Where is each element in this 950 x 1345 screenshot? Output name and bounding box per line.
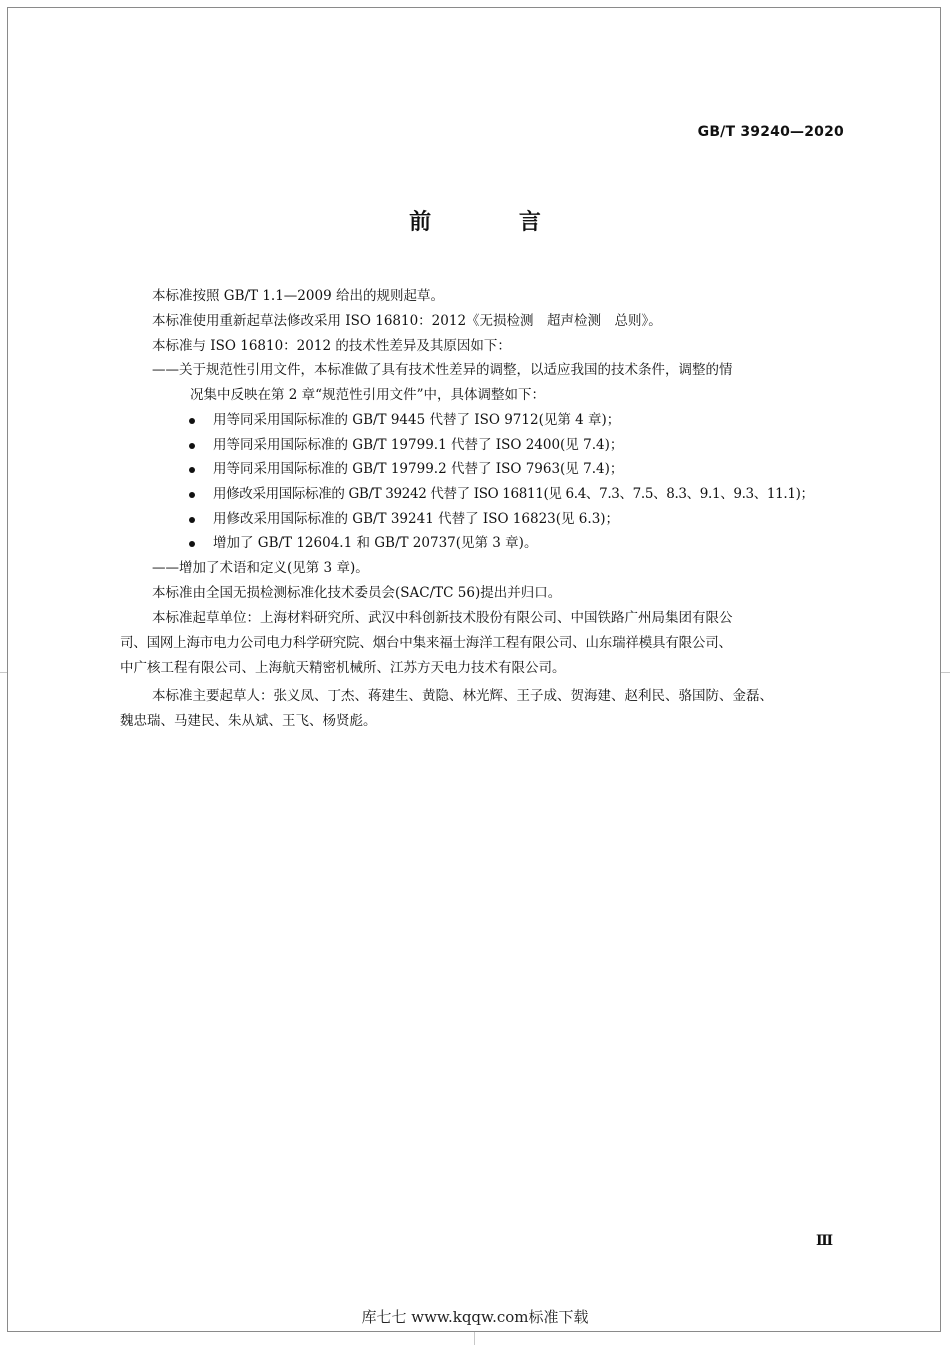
paragraph-drafting-units-end: 中广核工程有限公司、上海航天精密机械所、江苏方天电力技术有限公司。 bbox=[120, 660, 566, 676]
diff-item-normative-references-cont: 况集中反映在第 2 章“规范性引用文件”中，具体调整如下： bbox=[190, 387, 545, 403]
standard-code: GB/T 39240—2020 bbox=[697, 124, 844, 140]
paragraph-drafting-units-cont: 司、国网上海市电力公司电力科学研究院、烟台中集来福士海洋工程有限公司、山东瑞祥模具有限公司、 bbox=[120, 635, 732, 651]
paragraph-drafters-cont: 魏忠瑞、马建民、朱从斌、王飞、杨贤彪。 bbox=[120, 713, 377, 729]
list-item-text: 用等同采用国际标准的 GB/T 9445 代替了 ISO 9712(见第 4 章)； bbox=[213, 412, 621, 428]
bullet-icon bbox=[189, 443, 195, 449]
bullet-icon bbox=[189, 541, 195, 547]
paragraph-committee: 本标准由全国无损检测标准化技术委员会(SAC/TC 56)提出并归口。 bbox=[152, 585, 562, 601]
paragraph-drafters: 本标准主要起草人：张义凤、丁杰、蒋建生、黄隐、林光辉、王子成、贺海建、赵利民、骆国防、金磊、 bbox=[152, 688, 773, 704]
crop-mark-left bbox=[0, 672, 7, 673]
list-item-text: 用等同采用国际标准的 GB/T 19799.2 代替了 ISO 7963(见 7.4)； bbox=[213, 461, 624, 477]
bullet-icon bbox=[189, 492, 195, 498]
footer-watermark: 库七七 www.kqqw.com标准下载 bbox=[361, 1308, 589, 1326]
bullet-icon bbox=[189, 418, 195, 424]
page-title: 前 言 bbox=[409, 210, 581, 235]
bullet-icon bbox=[189, 517, 195, 523]
page-number: Ⅲ bbox=[816, 1233, 834, 1249]
list-item-text: 用修改采用国际标准的 GB/T 39242 代替了 ISO 16811(见 6.4、7.3、7.5、8.3、9.1、9.3、11.1)； bbox=[213, 486, 814, 502]
diff-item-normative-references: ——关于规范性引用文件，本标准做了具有技术性差异的调整，以适应我国的技术条件，调整的情 bbox=[152, 362, 733, 378]
paragraph-drafting-units: 本标准起草单位：上海材料研究所、武汉中科创新技术股份有限公司、中国铁路广州局集团有限公 bbox=[152, 610, 733, 626]
paragraph-adoption: 本标准使用重新起草法修改采用 ISO 16810：2012《无损检测 超声检测 总则》。 bbox=[152, 313, 662, 329]
list-item-text: 用等同采用国际标准的 GB/T 19799.1 代替了 ISO 2400(见 7.4)； bbox=[213, 437, 624, 453]
paragraph-differences-intro: 本标准与 ISO 16810：2012 的技术性差异及其原因如下： bbox=[152, 338, 511, 354]
bullet-icon bbox=[189, 467, 195, 473]
crop-mark-bottom bbox=[474, 1332, 475, 1345]
paragraph-drafting-rules: 本标准按照 GB/T 1.1—2009 给出的规则起草。 bbox=[152, 288, 444, 304]
list-item-text: 用修改采用国际标准的 GB/T 39241 代替了 ISO 16823(见 6.3)； bbox=[213, 511, 620, 527]
crop-mark-right bbox=[941, 672, 950, 673]
diff-item-terms: ——增加了术语和定义(见第 3 章)。 bbox=[152, 560, 369, 576]
list-item-text: 增加了 GB/T 12604.1 和 GB/T 20737(见第 3 章)。 bbox=[213, 535, 538, 551]
